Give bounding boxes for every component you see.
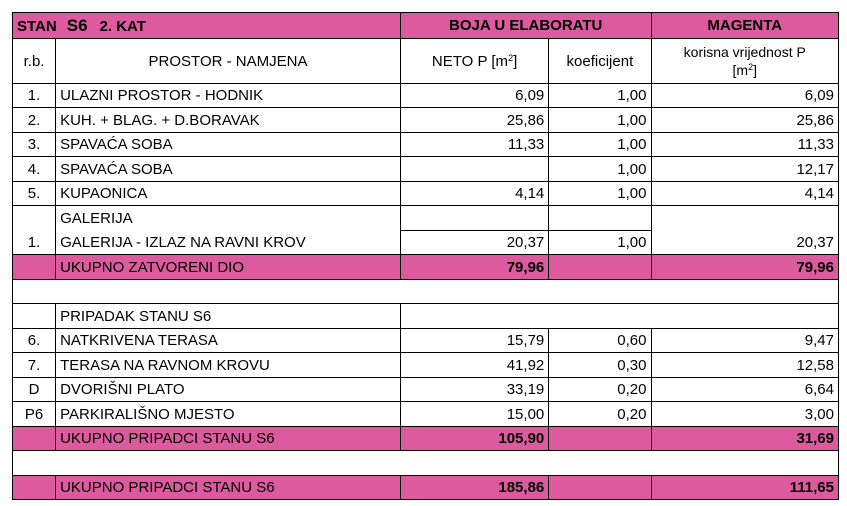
apartment-title [13,13,401,39]
table-row: 2. KUH. + BLAG. + D.BORAVAK 25,86 1,00 25,86 [13,108,839,133]
table-row: 4. SPAVAĆA SOBA 1,00 12,17 [13,157,839,182]
table-row: 1. ULAZNI PROSTOR - HODNIK 6,09 1,00 6,09 [13,84,839,108]
pripadak-heading-row [13,304,839,329]
total-pripadci-row [13,427,839,451]
rb-header: r.b. [13,39,56,84]
table-row: 3. SPAVAĆA SOBA 11,33 1,00 11,33 [13,133,839,157]
area-table [12,12,839,500]
grand-total-neto: 185,86 [400,476,548,500]
galerija-heading: GALERIJA [56,206,401,231]
neto-header: NETO P $[m^2]$ [400,39,548,84]
total-closed-row [13,255,839,280]
grand-total-label: UKUPNO PRIPADCI STANU S6 [56,476,401,500]
galerija-heading-row [13,206,839,231]
pripadak-heading: PRIPADAK STANU S6 [56,304,401,329]
total-pripadci-neto: 105,90 [400,427,548,451]
grand-total-korisna: 111,65 [651,476,839,500]
korisna-header: korisna vrijednost P $[m^2]$ [651,39,839,84]
grand-total-row [13,476,839,500]
table-row: 6. NATKRIVENA TERASA 15,79 0,60 9,47 [13,329,839,353]
spacer-row [13,280,839,304]
total-closed-neto: 79,96 [400,255,548,280]
total-closed-label: UKUPNO ZATVORENI DIO [56,255,401,280]
table-row: 5. KUPAONICA 4,14 1,00 4,14 [13,182,839,206]
table-row: D DVORIŠNI PLATO 33,19 0,20 6,64 [13,378,839,402]
table-row: 1. GALERIJA - IZLAZ NA RAVNI KROV 20,37 1,00 20,37 [13,231,839,255]
table-row: 7. TERASA NA RAVNOM KROVU 41,92 0,30 12,58 [13,353,839,378]
koef-header: koeficijent [549,39,651,84]
stan-label: STAN [17,18,57,35]
column-header-row [13,39,839,84]
spacer-row [13,451,839,476]
total-pripadci-label: UKUPNO PRIPADCI STANU S6 [56,427,401,451]
magenta-header: MAGENTA [651,13,839,39]
total-pripadci-korisna: 31,69 [651,427,839,451]
stan-code: S6 [66,16,88,35]
table-row: P6 PARKIRALIŠNO MJESTO 15,00 0,20 3,00 [13,402,839,427]
floor-label: 2. KAT [99,18,146,35]
total-closed-korisna: 79,96 [651,255,839,280]
prostor-header: PROSTOR - NAMJENA [56,39,401,84]
boja-header: BOJA U ELABORATU [400,13,651,39]
table-header-row [13,13,839,39]
